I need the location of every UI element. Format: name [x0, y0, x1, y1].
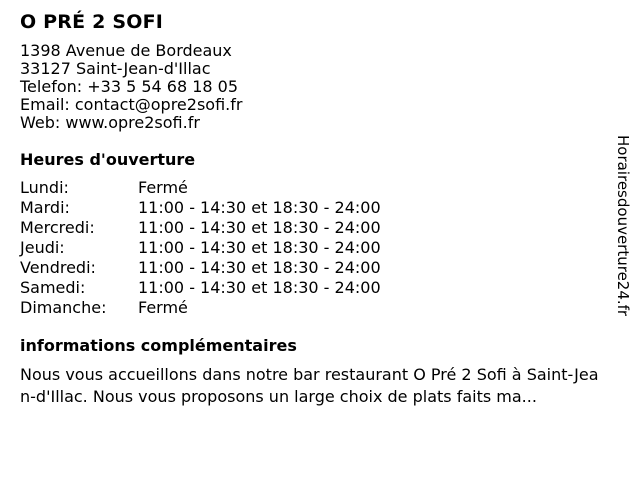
additional-info-text: Nous vous accueillons dans notre bar restaurant O Pré 2 Sofi à Saint-Jean-d'Illac. Nous vous proposons un large choix de plats faits ma...	[20, 365, 599, 406]
address-city: 33127 Saint-Jean-d'Illac	[20, 59, 211, 78]
business-name: O PRÉ 2 SOFI	[20, 11, 164, 33]
hours-row-wednesday	[20, 218, 381, 238]
day-label: Samedi:	[20, 278, 86, 297]
address-street: 1398 Avenue de Bordeaux	[20, 41, 232, 60]
hours-row-monday	[20, 178, 381, 198]
day-label: Vendredi:	[20, 258, 96, 277]
hours-row-friday	[20, 258, 381, 278]
day-hours: 11:00 - 14:30 et 18:30 - 24:00	[138, 278, 381, 297]
hours-row-thursday	[20, 238, 381, 258]
email-address: Email: contact@opre2sofi.fr	[20, 95, 243, 114]
day-hours: 11:00 - 14:30 et 18:30 - 24:00	[138, 238, 381, 257]
contact-block	[20, 42, 610, 132]
day-label: Dimanche:	[20, 298, 107, 317]
day-label: Mercredi:	[20, 218, 95, 237]
day-label: Lundi:	[20, 178, 69, 197]
additional-info-heading: informations complémentaires	[20, 336, 297, 355]
hours-row-saturday	[20, 278, 381, 298]
phone-number: Telefon: +33 5 54 68 18 05	[20, 77, 239, 96]
business-listing	[20, 10, 610, 408]
hours-row-sunday	[20, 298, 381, 318]
day-hours: 11:00 - 14:30 et 18:30 - 24:00	[138, 218, 381, 237]
day-hours: 11:00 - 14:30 et 18:30 - 24:00	[138, 258, 381, 277]
day-hours: Fermé	[138, 178, 188, 197]
day-label: Mardi:	[20, 198, 70, 217]
opening-hours-table	[20, 178, 381, 318]
hours-row-tuesday	[20, 198, 381, 218]
opening-hours-heading: Heures d'ouverture	[20, 150, 196, 169]
day-label: Jeudi:	[20, 238, 65, 257]
site-watermark: Horairesdouverture24.fr	[614, 135, 632, 317]
day-hours: Fermé	[138, 298, 188, 317]
day-hours: 11:00 - 14:30 et 18:30 - 24:00	[138, 198, 381, 217]
website-address: Web: www.opre2sofi.fr	[20, 113, 200, 132]
